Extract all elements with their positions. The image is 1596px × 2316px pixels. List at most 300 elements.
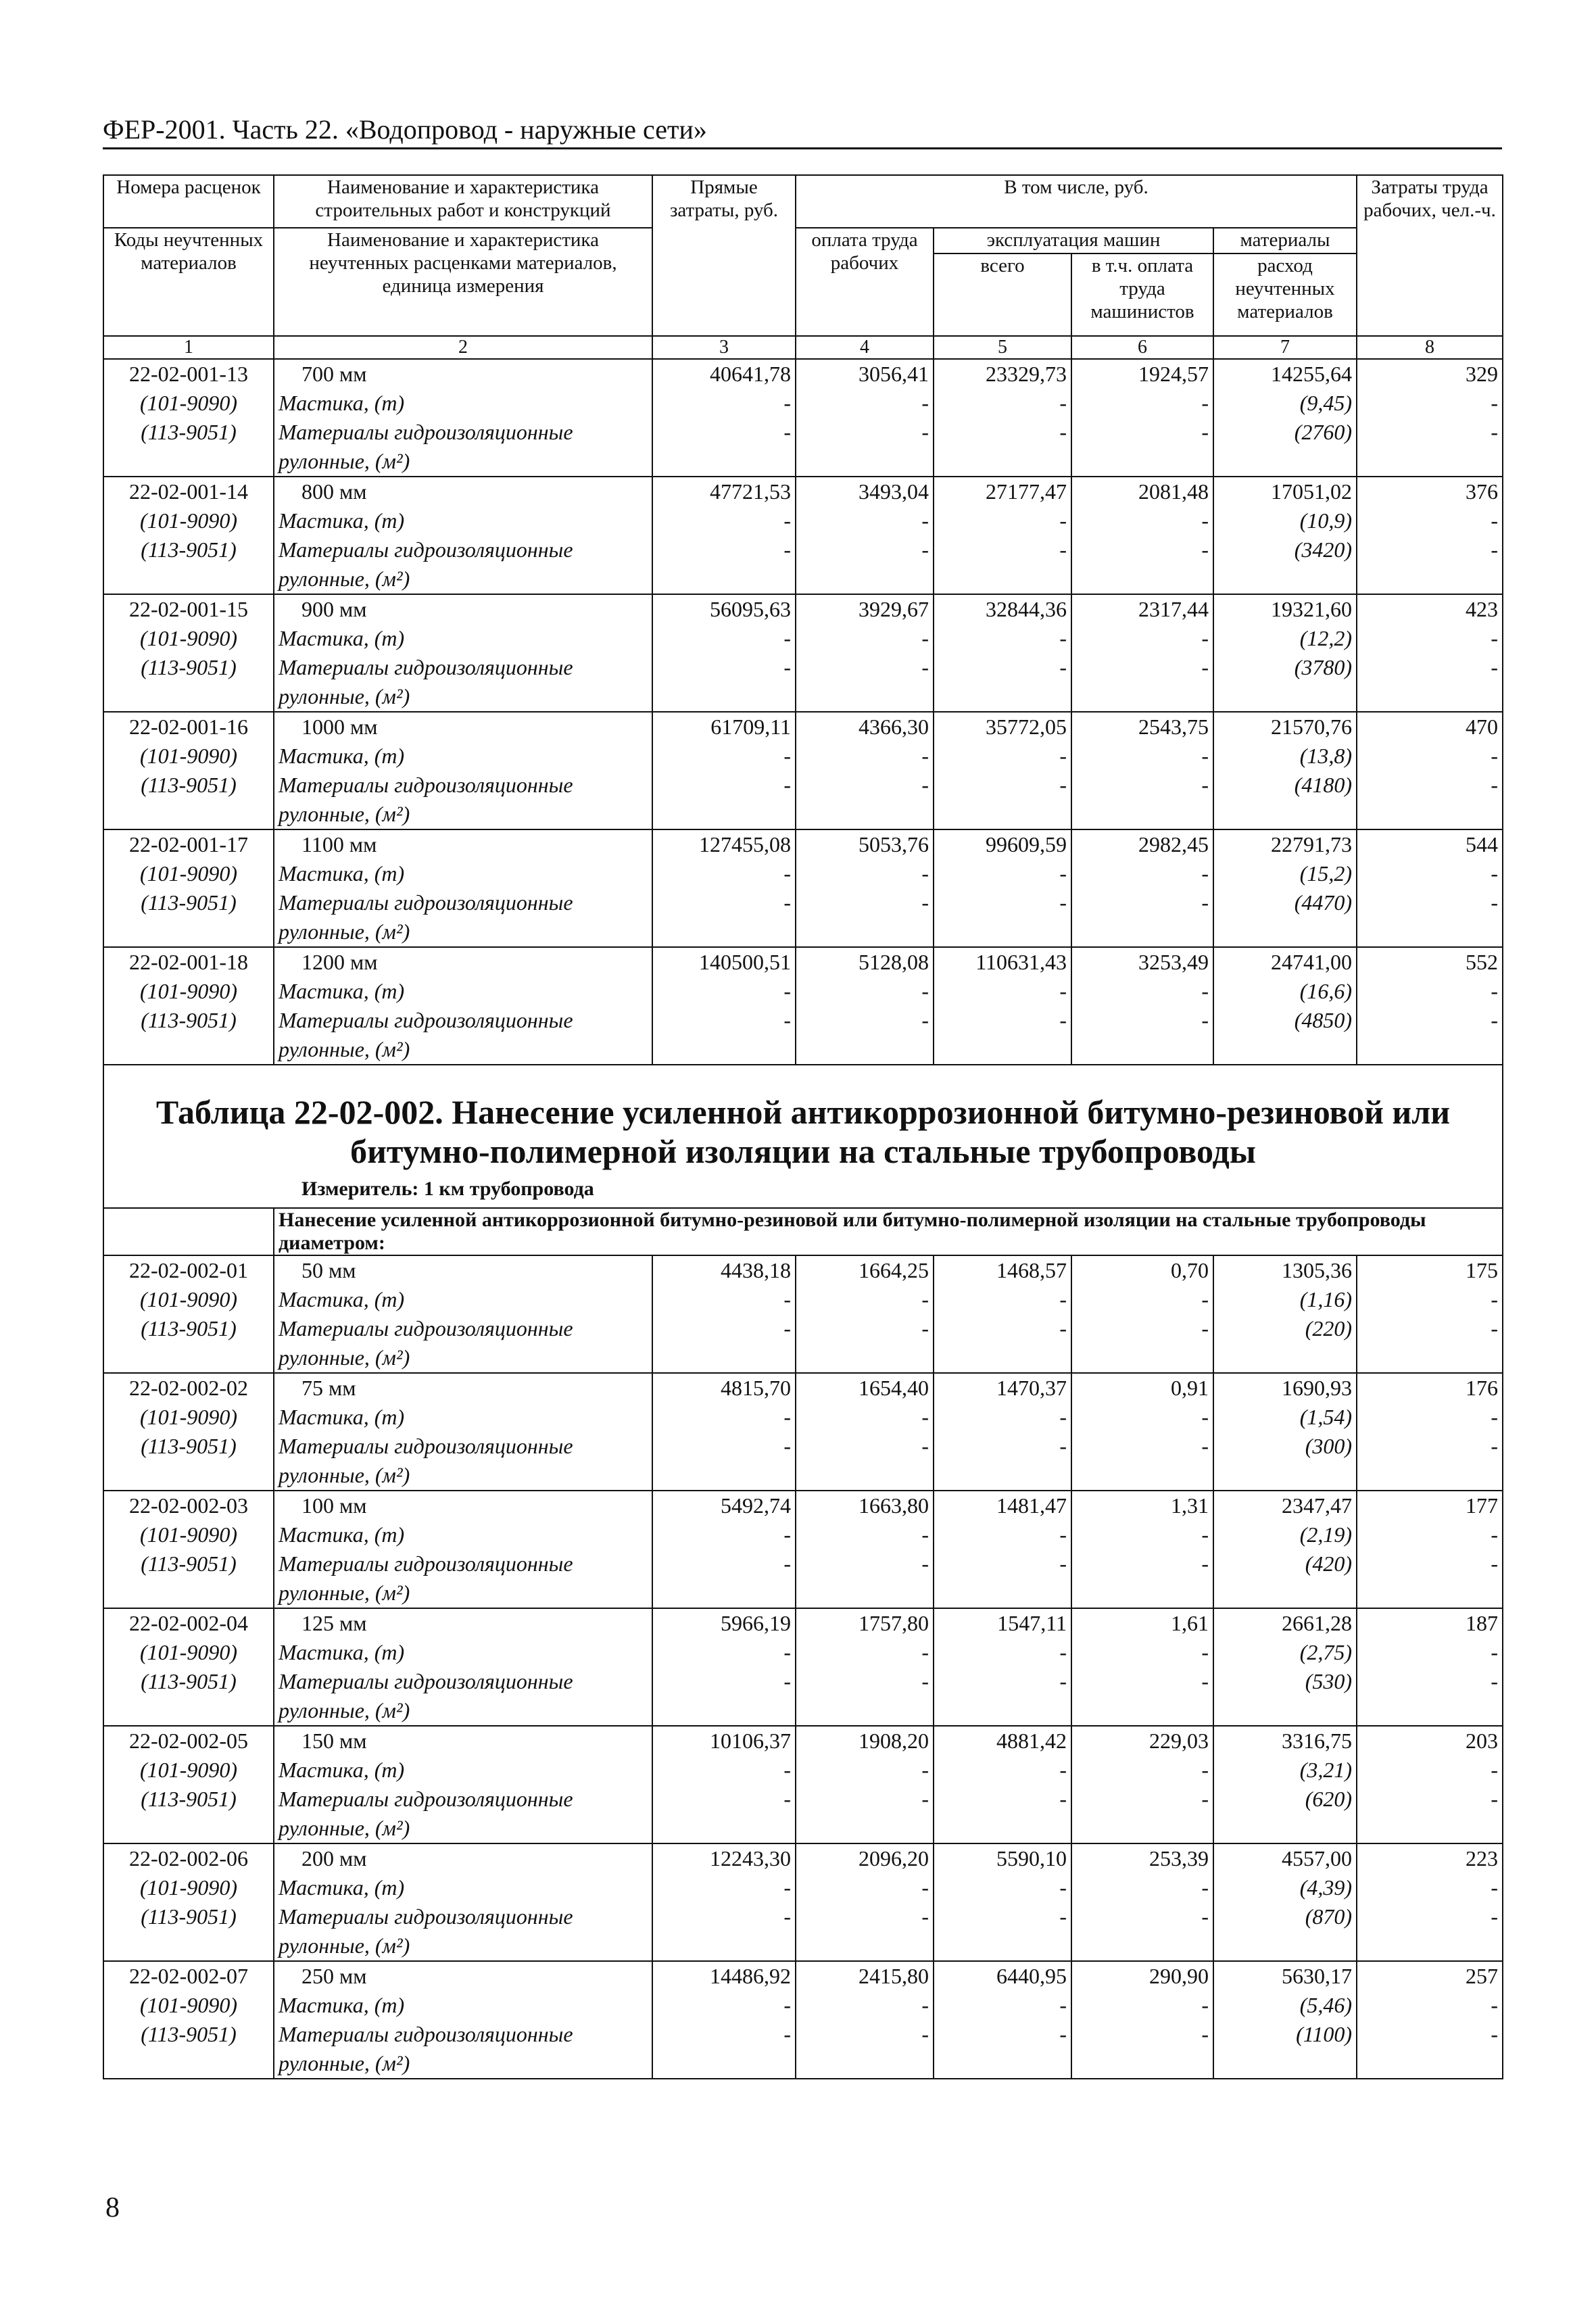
rate-code: 22-02-002-01 bbox=[103, 1255, 274, 1285]
empty-value: - bbox=[1071, 1902, 1213, 1931]
empty-cell bbox=[103, 447, 274, 477]
empty-cell bbox=[796, 2049, 934, 2079]
table-row bbox=[103, 712, 1503, 742]
material-name: Материалы гидроизоляционные bbox=[274, 1549, 652, 1578]
work-name: 50 мм bbox=[274, 1255, 652, 1285]
empty-value: - bbox=[1071, 389, 1213, 418]
empty-cell bbox=[796, 564, 934, 594]
material-name: Мастика, (т) bbox=[274, 1991, 652, 2020]
direct-cost: 4815,70 bbox=[652, 1373, 796, 1403]
empty-cell bbox=[103, 917, 274, 947]
empty-cell bbox=[652, 1696, 796, 1726]
empty-cell bbox=[1357, 2049, 1503, 2079]
empty-value: - bbox=[1071, 1638, 1213, 1667]
empty-cell bbox=[1071, 1035, 1213, 1065]
empty-value: - bbox=[796, 1432, 934, 1461]
empty-cell bbox=[1357, 1461, 1503, 1491]
table-2-subtitle: Нанесение усиленной антикоррозионной битумно-резиновой или битумно-полимерной изоляции на стальные трубопроводы диаметром: bbox=[274, 1208, 1503, 1255]
material-qty: (13,8) bbox=[1213, 742, 1357, 771]
labor-cost: 1908,20 bbox=[796, 1726, 934, 1756]
work-name: 100 мм bbox=[274, 1491, 652, 1520]
empty-value: - bbox=[934, 2020, 1071, 2049]
rate-code: 22-02-001-15 bbox=[103, 594, 274, 624]
empty-cell bbox=[934, 2049, 1071, 2079]
col-4-header: оплата труда рабочих bbox=[796, 228, 934, 336]
material-name-cont: рулонные, (м²) bbox=[274, 2049, 652, 2079]
col-number: 6 bbox=[1071, 336, 1213, 359]
labor-hours: 187 bbox=[1357, 1608, 1503, 1638]
empty-cell bbox=[1213, 682, 1357, 712]
machinists-cost: 2317,44 bbox=[1071, 594, 1213, 624]
labor-hours: 223 bbox=[1357, 1843, 1503, 1873]
material-qty: (220) bbox=[1213, 1314, 1357, 1343]
table-1-body bbox=[103, 359, 1503, 1065]
empty-value: - bbox=[934, 1432, 1071, 1461]
direct-cost: 5966,19 bbox=[652, 1608, 796, 1638]
empty-value: - bbox=[652, 624, 796, 653]
empty-cell bbox=[796, 1696, 934, 1726]
empty-value: - bbox=[796, 859, 934, 888]
labor-cost: 5053,76 bbox=[796, 829, 934, 859]
machines-cost: 32844,36 bbox=[934, 594, 1071, 624]
empty-cell bbox=[796, 447, 934, 477]
empty-cell bbox=[1357, 1931, 1503, 1961]
material-name-cont: рулонные, (м²) bbox=[274, 917, 652, 947]
labor-cost: 3493,04 bbox=[796, 477, 934, 506]
table-row bbox=[103, 653, 1503, 682]
empty-cell bbox=[652, 1814, 796, 1843]
materials-cost: 2347,47 bbox=[1213, 1491, 1357, 1520]
empty-value: - bbox=[1071, 506, 1213, 535]
empty-cell bbox=[1071, 2049, 1213, 2079]
empty-cell bbox=[652, 1035, 796, 1065]
empty-value: - bbox=[796, 888, 934, 917]
empty-value: - bbox=[1071, 1785, 1213, 1814]
rate-code: 22-02-002-06 bbox=[103, 1843, 274, 1873]
empty-cell bbox=[934, 1343, 1071, 1373]
empty-value: - bbox=[796, 1667, 934, 1696]
machines-cost: 1468,57 bbox=[934, 1255, 1071, 1285]
labor-cost: 5128,08 bbox=[796, 947, 934, 977]
empty-cell bbox=[652, 1578, 796, 1608]
material-name: Мастика, (т) bbox=[274, 742, 652, 771]
empty-value: - bbox=[1357, 1756, 1503, 1785]
material-name: Мастика, (т) bbox=[274, 389, 652, 418]
empty-value: - bbox=[1357, 1785, 1503, 1814]
table-row bbox=[103, 1578, 1503, 1608]
empty-cell bbox=[103, 1814, 274, 1843]
empty-value: - bbox=[796, 1902, 934, 1931]
empty-value: - bbox=[1357, 1432, 1503, 1461]
material-qty: (12,2) bbox=[1213, 624, 1357, 653]
direct-cost: 12243,30 bbox=[652, 1843, 796, 1873]
empty-cell bbox=[796, 800, 934, 829]
col-3-header: Прямые затраты, руб. bbox=[652, 175, 796, 336]
empty-value: - bbox=[796, 418, 934, 447]
material-code: (113-9051) bbox=[103, 888, 274, 917]
empty-cell bbox=[103, 2049, 274, 2079]
direct-cost: 56095,63 bbox=[652, 594, 796, 624]
work-name: 75 мм bbox=[274, 1373, 652, 1403]
material-code: (101-9090) bbox=[103, 1991, 274, 2020]
empty-value: - bbox=[652, 1991, 796, 2020]
empty-cell bbox=[1357, 1343, 1503, 1373]
empty-cell bbox=[1213, 1814, 1357, 1843]
rate-code: 22-02-002-05 bbox=[103, 1726, 274, 1756]
empty-cell bbox=[1357, 1814, 1503, 1843]
labor-hours: 423 bbox=[1357, 594, 1503, 624]
labor-hours: 376 bbox=[1357, 477, 1503, 506]
work-name: 700 мм bbox=[274, 359, 652, 389]
table-row bbox=[103, 917, 1503, 947]
empty-value: - bbox=[1357, 389, 1503, 418]
machinists-cost: 1,31 bbox=[1071, 1491, 1213, 1520]
material-qty: (9,45) bbox=[1213, 389, 1357, 418]
empty-value: - bbox=[1357, 1873, 1503, 1902]
rate-code: 22-02-001-17 bbox=[103, 829, 274, 859]
material-qty: (2,19) bbox=[1213, 1520, 1357, 1549]
material-name: Мастика, (т) bbox=[274, 1520, 652, 1549]
table-row bbox=[103, 1432, 1503, 1461]
empty-cell bbox=[1357, 917, 1503, 947]
empty-cell bbox=[1357, 447, 1503, 477]
empty-cell bbox=[934, 1578, 1071, 1608]
col-7-header: расход неучтенных материалов bbox=[1213, 254, 1357, 336]
empty-value: - bbox=[1071, 1432, 1213, 1461]
material-name-cont: рулонные, (м²) bbox=[274, 447, 652, 477]
empty-cell bbox=[1213, 1343, 1357, 1373]
table-row bbox=[103, 624, 1503, 653]
machines-cost: 1481,47 bbox=[934, 1491, 1071, 1520]
empty-value: - bbox=[652, 742, 796, 771]
empty-cell bbox=[934, 1696, 1071, 1726]
empty-cell bbox=[652, 1343, 796, 1373]
labor-hours: 177 bbox=[1357, 1491, 1503, 1520]
material-name-cont: рулонные, (м²) bbox=[274, 1461, 652, 1491]
empty-value: - bbox=[934, 535, 1071, 564]
table-row bbox=[103, 506, 1503, 535]
materials-cost: 24741,00 bbox=[1213, 947, 1357, 977]
empty-value: - bbox=[934, 389, 1071, 418]
materials-cost: 2661,28 bbox=[1213, 1608, 1357, 1638]
empty-value: - bbox=[1357, 1314, 1503, 1343]
col-5-header: всего bbox=[934, 254, 1071, 336]
material-qty: (300) bbox=[1213, 1432, 1357, 1461]
direct-cost: 127455,08 bbox=[652, 829, 796, 859]
empty-value: - bbox=[796, 1873, 934, 1902]
material-code: (113-9051) bbox=[103, 1006, 274, 1035]
empty-value: - bbox=[796, 1991, 934, 2020]
col-number: 7 bbox=[1213, 336, 1357, 359]
table-row bbox=[103, 888, 1503, 917]
material-name: Мастика, (т) bbox=[274, 624, 652, 653]
empty-value: - bbox=[934, 1314, 1071, 1343]
rate-code: 22-02-001-16 bbox=[103, 712, 274, 742]
empty-value: - bbox=[1357, 624, 1503, 653]
empty-value: - bbox=[1071, 535, 1213, 564]
empty-cell bbox=[934, 682, 1071, 712]
table-row bbox=[103, 1491, 1503, 1520]
empty-value: - bbox=[1357, 1403, 1503, 1432]
empty-value: - bbox=[796, 1785, 934, 1814]
empty-value: - bbox=[652, 888, 796, 917]
empty-value: - bbox=[652, 389, 796, 418]
labor-cost: 3929,67 bbox=[796, 594, 934, 624]
empty-cell bbox=[103, 1696, 274, 1726]
material-name: Мастика, (т) bbox=[274, 506, 652, 535]
empty-value: - bbox=[796, 535, 934, 564]
material-name: Мастика, (т) bbox=[274, 1873, 652, 1902]
material-qty: (10,9) bbox=[1213, 506, 1357, 535]
col-number: 1 bbox=[103, 336, 274, 359]
empty-cell bbox=[796, 1578, 934, 1608]
empty-cell bbox=[652, 682, 796, 712]
empty-value: - bbox=[652, 1520, 796, 1549]
empty-cell bbox=[1357, 1035, 1503, 1065]
empty-cell bbox=[1071, 917, 1213, 947]
materials-cost: 19321,60 bbox=[1213, 594, 1357, 624]
group-machines-header: эксплуатация машин bbox=[934, 228, 1213, 254]
empty-cell bbox=[1213, 447, 1357, 477]
labor-cost: 2096,20 bbox=[796, 1843, 934, 1873]
table-row bbox=[103, 359, 1503, 389]
machines-cost: 23329,73 bbox=[934, 359, 1071, 389]
material-code: (101-9090) bbox=[103, 624, 274, 653]
empty-cell bbox=[1071, 682, 1213, 712]
table-row bbox=[103, 859, 1503, 888]
material-name-cont: рулонные, (м²) bbox=[274, 682, 652, 712]
material-name: Мастика, (т) bbox=[274, 859, 652, 888]
empty-value: - bbox=[934, 1667, 1071, 1696]
material-code: (113-9051) bbox=[103, 418, 274, 447]
material-qty: (16,6) bbox=[1213, 977, 1357, 1006]
empty-value: - bbox=[1357, 771, 1503, 800]
empty-value: - bbox=[1357, 418, 1503, 447]
work-name: 1200 мм bbox=[274, 947, 652, 977]
empty-value: - bbox=[652, 418, 796, 447]
table-row bbox=[103, 1843, 1503, 1873]
empty-cell bbox=[1213, 2049, 1357, 2079]
col-number: 2 bbox=[274, 336, 652, 359]
empty-value: - bbox=[796, 977, 934, 1006]
machines-cost: 1547,11 bbox=[934, 1608, 1071, 1638]
empty-cell bbox=[1357, 564, 1503, 594]
material-name: Мастика, (т) bbox=[274, 1403, 652, 1432]
machines-cost: 27177,47 bbox=[934, 477, 1071, 506]
empty-value: - bbox=[796, 624, 934, 653]
work-name: 150 мм bbox=[274, 1726, 652, 1756]
machinists-cost: 1,61 bbox=[1071, 1608, 1213, 1638]
empty-value: - bbox=[1071, 888, 1213, 917]
table-row bbox=[103, 771, 1503, 800]
material-qty: (2,75) bbox=[1213, 1638, 1357, 1667]
empty-cell bbox=[1357, 682, 1503, 712]
empty-cell bbox=[934, 564, 1071, 594]
material-name: Материалы гидроизоляционные bbox=[274, 1314, 652, 1343]
empty-value: - bbox=[796, 1520, 934, 1549]
direct-cost: 14486,92 bbox=[652, 1961, 796, 1991]
empty-value: - bbox=[652, 1006, 796, 1035]
machinists-cost: 0,91 bbox=[1071, 1373, 1213, 1403]
material-qty: (620) bbox=[1213, 1785, 1357, 1814]
table-row bbox=[103, 389, 1503, 418]
material-name: Материалы гидроизоляционные bbox=[274, 418, 652, 447]
material-name-cont: рулонные, (м²) bbox=[274, 1035, 652, 1065]
material-name: Материалы гидроизоляционные bbox=[274, 771, 652, 800]
empty-value: - bbox=[1357, 2020, 1503, 2049]
material-name: Материалы гидроизоляционные bbox=[274, 1432, 652, 1461]
empty-value: - bbox=[1071, 1549, 1213, 1578]
material-name: Мастика, (т) bbox=[274, 1638, 652, 1667]
empty-cell bbox=[652, 564, 796, 594]
machinists-cost: 253,39 bbox=[1071, 1843, 1213, 1873]
empty-value: - bbox=[934, 1785, 1071, 1814]
material-name-cont: рулонные, (м²) bbox=[274, 1578, 652, 1608]
empty-cell bbox=[796, 1035, 934, 1065]
empty-value: - bbox=[652, 771, 796, 800]
empty-value: - bbox=[1071, 1006, 1213, 1035]
empty-cell bbox=[934, 1814, 1071, 1843]
empty-value: - bbox=[652, 1285, 796, 1314]
material-qty: (4,39) bbox=[1213, 1873, 1357, 1902]
table-row bbox=[103, 1461, 1503, 1491]
rate-code: 22-02-001-14 bbox=[103, 477, 274, 506]
empty-value: - bbox=[796, 1549, 934, 1578]
empty-value: - bbox=[652, 1873, 796, 1902]
empty-cell bbox=[1071, 1461, 1213, 1491]
empty-cell bbox=[103, 1035, 274, 1065]
empty-cell bbox=[1071, 564, 1213, 594]
table-row bbox=[103, 1285, 1503, 1314]
empty-cell bbox=[1071, 447, 1213, 477]
empty-cell bbox=[1213, 800, 1357, 829]
empty-value: - bbox=[1071, 1285, 1213, 1314]
empty-cell bbox=[652, 447, 796, 477]
material-name-cont: рулонные, (м²) bbox=[274, 1696, 652, 1726]
material-name: Материалы гидроизоляционные bbox=[274, 1006, 652, 1035]
empty-cell bbox=[1071, 1931, 1213, 1961]
empty-value: - bbox=[1071, 2020, 1213, 2049]
table-row bbox=[103, 1814, 1503, 1843]
machines-cost: 4881,42 bbox=[934, 1726, 1071, 1756]
empty-cell bbox=[934, 1931, 1071, 1961]
material-qty: (870) bbox=[1213, 1902, 1357, 1931]
material-qty: (3780) bbox=[1213, 653, 1357, 682]
empty-value: - bbox=[934, 1520, 1071, 1549]
material-code: (113-9051) bbox=[103, 535, 274, 564]
direct-cost: 61709,11 bbox=[652, 712, 796, 742]
material-name-cont: рулонные, (м²) bbox=[274, 1931, 652, 1961]
materials-cost: 3316,75 bbox=[1213, 1726, 1357, 1756]
table-row bbox=[103, 535, 1503, 564]
empty-cell bbox=[652, 1931, 796, 1961]
empty-value: - bbox=[796, 771, 934, 800]
page-number: 8 bbox=[105, 2192, 120, 2223]
empty-value: - bbox=[796, 389, 934, 418]
empty-value: - bbox=[652, 1756, 796, 1785]
table-row bbox=[103, 1608, 1503, 1638]
empty-cell bbox=[796, 1461, 934, 1491]
material-qty: (3420) bbox=[1213, 535, 1357, 564]
material-name: Мастика, (т) bbox=[274, 1756, 652, 1785]
material-code: (113-9051) bbox=[103, 653, 274, 682]
empty-value: - bbox=[652, 506, 796, 535]
direct-cost: 40641,78 bbox=[652, 359, 796, 389]
empty-value: - bbox=[1071, 859, 1213, 888]
empty-value: - bbox=[1071, 1520, 1213, 1549]
table-row bbox=[103, 1873, 1503, 1902]
machinists-cost: 3253,49 bbox=[1071, 947, 1213, 977]
table-row bbox=[103, 1667, 1503, 1696]
material-code: (113-9051) bbox=[103, 771, 274, 800]
labor-cost: 3056,41 bbox=[796, 359, 934, 389]
material-name: Мастика, (т) bbox=[274, 977, 652, 1006]
empty-cell bbox=[796, 682, 934, 712]
empty-value: - bbox=[1357, 1902, 1503, 1931]
table-row bbox=[103, 2020, 1503, 2049]
machines-cost: 5590,10 bbox=[934, 1843, 1071, 1873]
material-qty: (1100) bbox=[1213, 2020, 1357, 2049]
rate-code: 22-02-001-13 bbox=[103, 359, 274, 389]
empty-value: - bbox=[934, 1873, 1071, 1902]
material-code: (101-9090) bbox=[103, 1638, 274, 1667]
table-row bbox=[103, 1549, 1503, 1578]
empty-value: - bbox=[1357, 742, 1503, 771]
empty-value: - bbox=[796, 1756, 934, 1785]
empty-value: - bbox=[652, 1667, 796, 1696]
table-row bbox=[103, 682, 1503, 712]
table-row bbox=[103, 829, 1503, 859]
empty-cell bbox=[103, 682, 274, 712]
col-number: 4 bbox=[796, 336, 934, 359]
empty-cell bbox=[796, 1931, 934, 1961]
empty-cell bbox=[1213, 1461, 1357, 1491]
material-code: (101-9090) bbox=[103, 506, 274, 535]
machinists-cost: 229,03 bbox=[1071, 1726, 1213, 1756]
machinists-cost: 2543,75 bbox=[1071, 712, 1213, 742]
material-qty: (1,54) bbox=[1213, 1403, 1357, 1432]
materials-cost: 5630,17 bbox=[1213, 1961, 1357, 1991]
page-header: ФЕР-2001. Часть 22. «Водопровод - наружные сети» bbox=[103, 114, 707, 145]
table-row bbox=[103, 1006, 1503, 1035]
material-name-cont: рулонные, (м²) bbox=[274, 564, 652, 594]
table-row bbox=[103, 1255, 1503, 1285]
empty-value: - bbox=[934, 888, 1071, 917]
direct-cost: 140500,51 bbox=[652, 947, 796, 977]
table-row bbox=[103, 1696, 1503, 1726]
material-code: (101-9090) bbox=[103, 1873, 274, 1902]
table-row bbox=[103, 564, 1503, 594]
empty-value: - bbox=[1357, 1520, 1503, 1549]
empty-cell bbox=[934, 1035, 1071, 1065]
material-code: (113-9051) bbox=[103, 2020, 274, 2049]
table-row bbox=[103, 1403, 1503, 1432]
material-qty: (420) bbox=[1213, 1549, 1357, 1578]
labor-hours: 176 bbox=[1357, 1373, 1503, 1403]
col-2-bottom-header: Наименование и характеристика неучтенных расценками материалов, единица измерения bbox=[274, 228, 652, 336]
empty-value: - bbox=[934, 1006, 1071, 1035]
group-materials-header: материалы bbox=[1213, 228, 1357, 254]
material-code: (113-9051) bbox=[103, 1667, 274, 1696]
empty-value: - bbox=[1071, 418, 1213, 447]
empty-cell bbox=[103, 1578, 274, 1608]
empty-value: - bbox=[796, 506, 934, 535]
table-row bbox=[103, 594, 1503, 624]
empty-value: - bbox=[934, 977, 1071, 1006]
empty-cell bbox=[103, 564, 274, 594]
empty-cell bbox=[934, 917, 1071, 947]
direct-cost: 47721,53 bbox=[652, 477, 796, 506]
